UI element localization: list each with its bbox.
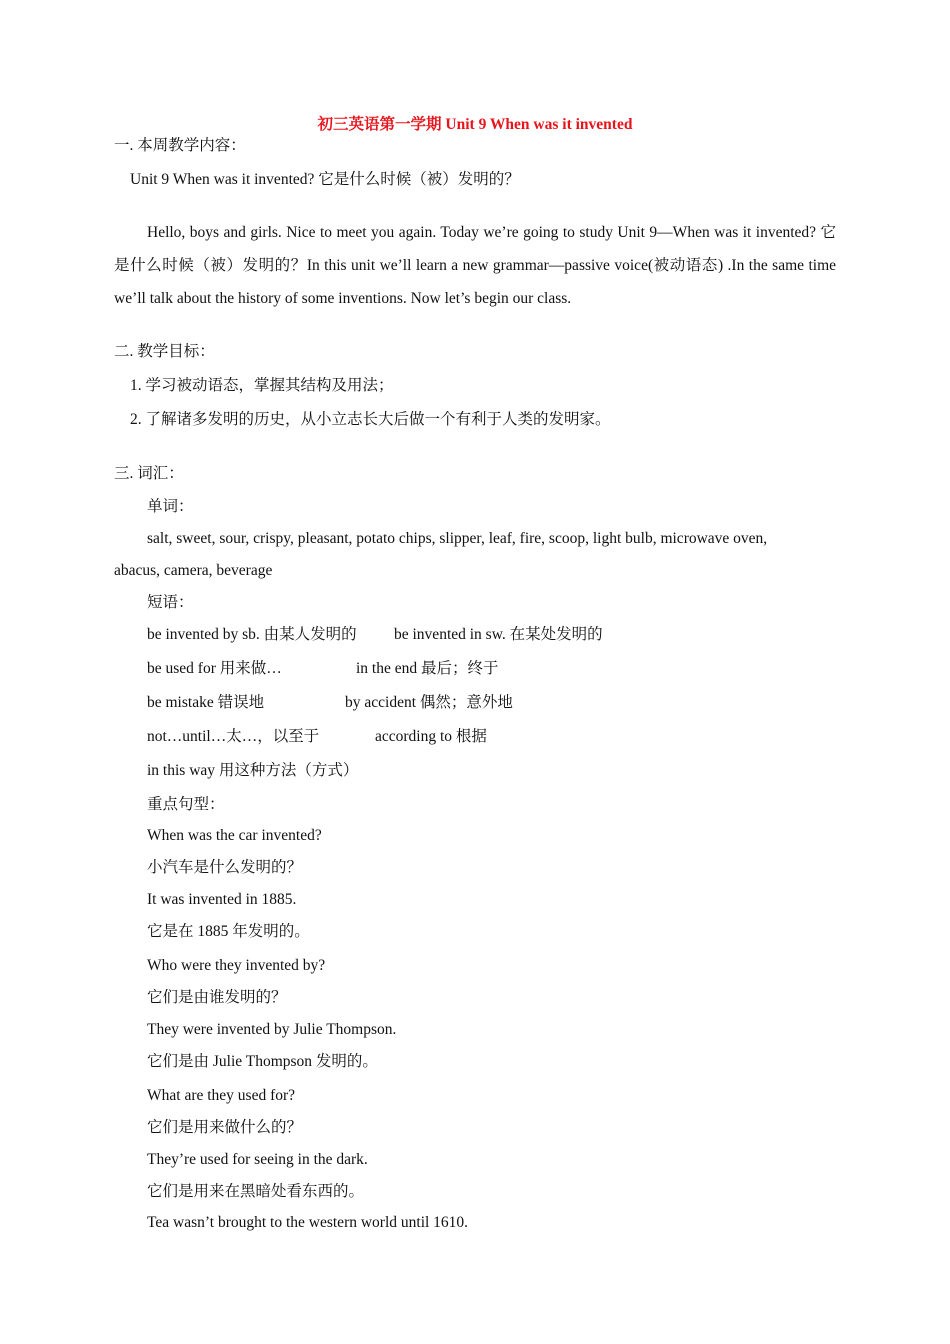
sentence-item: 它们是用来做什么的？ <box>147 1119 303 1136</box>
goal-item: 2. 了解诸多发明的历史，从小立志长大后做一个有利于人类的发明家。 <box>130 411 611 428</box>
unit-line: Unit 9 When was it invented? 它是什么时候（被）发明的？ <box>130 171 520 188</box>
phrase-item: by accident 偶然；意外地 <box>345 694 513 711</box>
phrases-label: 短语： <box>147 594 194 611</box>
sentence-item: 它们是由谁发明的？ <box>147 989 287 1006</box>
section1-heading: 一. 本周教学内容： <box>114 137 246 154</box>
sentence-item: 它们是用来在黑暗处看东西的。 <box>147 1183 365 1200</box>
sentence-item: What are they used for? <box>147 1087 296 1104</box>
phrase-item: not…until…太…，以至于 <box>147 728 320 745</box>
words-line: abacus, camera, beverage <box>114 562 273 579</box>
phrase-item: be mistake 错误地 <box>147 694 265 711</box>
sentence-item: Tea wasn’t brought to the western world until 1610. <box>147 1214 469 1231</box>
section3-heading: 三. 词汇： <box>114 465 184 482</box>
phrase-item: according to 根据 <box>375 728 487 745</box>
sentences-label: 重点句型： <box>147 796 225 813</box>
sentence-item: 它们是由 Julie Thompson 发明的。 <box>147 1053 378 1070</box>
sentence-item: 它是在 1885 年发明的。 <box>147 923 310 940</box>
sentence-item: They were invented by Julie Thompson. <box>147 1021 397 1038</box>
sentence-item: 小汽车是什么发明的？ <box>147 859 303 876</box>
words-line: salt, sweet, sour, crispy, pleasant, potato chips, slipper, leaf, fire, scoop, light bulb, microwave oven, <box>147 530 768 547</box>
sentence-item: It was invented in 1885. <box>147 891 297 908</box>
document-title: 初三英语第一学期 Unit 9 When was it invented <box>317 116 633 133</box>
goal-item: 1. 学习被动语态，掌握其结构及用法； <box>130 377 394 394</box>
words-label: 单词： <box>147 498 194 515</box>
phrase-item: be invented in sw. 在某处发明的 <box>394 626 603 643</box>
sentence-item: Who were they invented by? <box>147 957 326 974</box>
phrase-item: in the end 最后；终于 <box>356 660 499 677</box>
phrase-item: in this way 用这种方法（方式） <box>147 762 359 779</box>
phrase-item: be used for 用来做… <box>147 660 282 677</box>
intro-paragraph: Hello, boys and girls. Nice to meet you again. Today we’re going to study Unit 9—When was it invented? 它是什么时候（被）发明的？In this unit we’ll learn a new grammar—passive voice(被动语态) .In the same time we’ll talk about the history of some inventions. Now let’s begin our class. <box>114 224 836 307</box>
sentence-item: When was the car invented? <box>147 827 322 844</box>
phrase-item: be invented by sb. 由某人发明的 <box>147 626 357 643</box>
section2-heading: 二. 教学目标： <box>114 343 215 360</box>
sentence-item: They’re used for seeing in the dark. <box>147 1151 368 1168</box>
